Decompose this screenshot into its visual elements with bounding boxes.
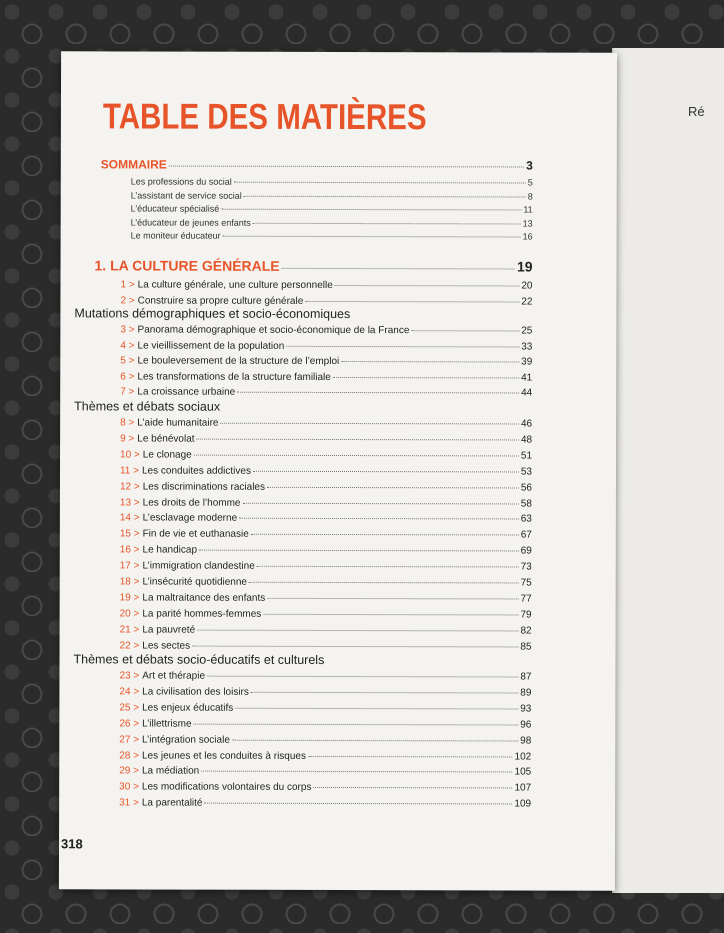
entry-label: Les conduites addictives [141,465,251,477]
dot-leader [333,376,519,377]
entry-label: Le vieillissement de la population [137,339,285,352]
dot-leader [234,182,526,184]
dot-leader [197,629,518,631]
entry-page: 85 [520,641,532,653]
entry-number: 26 > [119,718,140,730]
entry-page: 109 [514,798,532,810]
toc-sommaire-item [131,202,533,215]
entry-page: 16 [522,231,533,242]
entry-page: 41 [521,371,533,384]
toc-entry [120,624,532,637]
entry-page: 79 [520,609,532,621]
dot-leader [199,550,519,552]
dot-leader [194,454,519,456]
entry-number: 25 > [119,702,140,714]
entry-page: 87 [520,671,532,683]
entry-number: 29 > [119,765,139,777]
dot-leader [244,195,526,197]
dot-leader [251,692,518,694]
entry-label: L’aide humanitaire [137,417,219,429]
entry-number: 30 > [119,781,139,793]
toc-entry [120,433,532,446]
entry-label: La parité hommes-femmes [142,608,262,620]
toc-sommaire-item [131,189,533,202]
toc-entry [120,576,532,589]
entry-label: L’assistant de service social [130,189,242,201]
section-heading: Thèmes et débats sociaux [74,399,221,414]
entry-label: La culture générale, une culture personnelle [137,279,333,291]
entry-number: 11 > [119,465,140,477]
entry-number: 31 > [119,797,139,809]
toc-sommaire-item [131,175,533,188]
toc-entry [120,561,532,574]
entry-number: 6 > [120,370,135,382]
entry-number: 24 > [119,686,140,698]
dot-leader [232,739,518,741]
toc-entry [119,718,531,731]
entry-label: Panorama démographique et socio-économique de la France [137,324,410,337]
dot-leader [267,486,519,488]
entry-page: 105 [514,766,532,778]
entry-label: La pauvreté [142,624,196,636]
entry-page: 93 [520,703,532,715]
dot-leader [253,222,521,224]
toc-entry [120,481,532,494]
toc-entry [119,686,531,699]
table-of-contents [59,51,617,890]
entry-label: La parentalité [141,797,203,809]
entry-page: 13 [522,217,533,229]
entry-page: 51 [520,450,533,462]
toc-sommaire-item [131,216,533,229]
dot-leader [253,470,519,472]
entry-number: 19 > [119,592,140,604]
entry-number: 13 > [119,496,140,508]
entry-page: 5 [527,177,533,188]
entry-page: 82 [520,625,532,637]
dot-leader [251,534,519,536]
entry-label: L’intégration sociale [142,734,230,746]
dot-leader [207,676,518,678]
entry-label: Les enjeux éducatifs [142,702,234,714]
entry-label: Le bénévolat [137,433,195,445]
entry-label: Les transformations de la structure familiale [137,370,331,383]
entry-page: 56 [520,482,532,494]
entry-page: 3 [526,158,533,173]
dot-leader [308,755,513,757]
entry-number: 16 > [119,544,140,556]
entry-label: Les droits de l’homme [142,496,241,509]
entry-number: 2 > [120,294,135,306]
dot-leader [282,268,515,270]
entry-label: L’immigration clandestine [142,560,255,572]
entry-number: 17 > [119,560,140,572]
dot-leader [313,787,512,789]
entry-label: La civilisation des loisirs [142,686,249,698]
dot-leader [197,439,519,441]
dot-leader [194,723,519,725]
entry-label: Le handicap [142,544,198,556]
toc-entry [120,279,532,292]
toc-entry [120,449,532,462]
toc-entry [119,702,531,715]
toc-chapter [94,257,533,275]
page-title: TABLE DES MATIÈRES [102,95,427,138]
dot-leader [341,361,519,362]
toc-entry [120,640,532,653]
entry-page: 25 [521,325,533,337]
dot-leader [221,209,521,211]
entry-number: 7 > [120,386,135,398]
entry-number: 23 > [119,670,140,682]
dot-leader [192,645,518,647]
entry-page: 69 [520,545,532,557]
entry-page: 67 [520,529,532,541]
toc-entry [120,386,532,399]
dot-leader [286,345,519,347]
entry-label: 1. LA CULTURE GÉNÉRALE [94,257,280,274]
toc-entry [120,497,532,510]
entry-number: 22 > [119,640,140,652]
toc-entry [120,465,532,478]
entry-label: La médiation [141,765,200,778]
dot-leader [257,566,519,568]
entry-label: SOMMAIRE [100,157,167,172]
entry-label: L’illettrisme [142,718,192,730]
entry-page: 33 [521,340,533,353]
toc-entry [119,766,531,779]
toc-entry [119,750,531,763]
toc-entry [120,608,532,621]
toc-entry [120,513,532,526]
entry-page: 48 [520,434,533,446]
entry-label: L’éducateur de jeunes enfants [130,216,251,228]
entry-page: 98 [520,735,532,747]
entry-label: La croissance urbaine [137,386,236,398]
dot-leader [201,771,512,773]
dot-leader [169,166,524,168]
entry-page: 63 [520,513,532,525]
entry-page: 11 [523,204,533,215]
entry-number: 27 > [119,734,140,746]
dot-leader [220,423,519,425]
entry-number: 8 > [120,417,135,429]
dot-leader [411,330,519,331]
entry-label: Les discriminations raciales [142,481,266,493]
dot-leader [249,582,519,584]
entry-number: 10 > [120,449,140,461]
toc-entry [120,545,532,558]
entry-page: 102 [514,750,532,763]
entry-page: 46 [520,418,533,430]
dot-leader [335,285,520,286]
entry-number: 5 > [120,355,135,367]
page-number: 318 [61,836,83,852]
toc-entry [120,592,532,605]
entry-label: Construire sa propre culture générale [137,294,304,307]
toc-sommaire-item [131,229,533,242]
entry-page: 73 [520,561,532,573]
toc-entry [119,734,531,747]
toc-entry [119,670,531,683]
entry-page: 20 [521,280,533,292]
dot-leader [267,598,518,600]
toc-entry [120,324,532,337]
entry-label: Le clonage [142,449,192,461]
entry-page: 22 [521,295,533,308]
entry-page: 77 [520,593,532,605]
entry-page: 58 [520,497,532,510]
entry-page: 44 [521,387,533,399]
entry-label: Fin de vie et euthanasie [142,528,249,541]
toc-entry [120,529,532,542]
dot-leader [204,803,512,805]
entry-number: 28 > [119,749,140,761]
entry-label: Le moniteur éducateur [130,230,221,241]
toc-entry [120,355,532,368]
entry-number: 1 > [120,279,135,291]
facing-page [612,48,724,893]
entry-page: 75 [520,577,532,589]
dot-leader [263,614,518,616]
toc-entry [120,417,532,430]
entry-number: 14 > [119,512,140,524]
entry-label: Art et thérapie [142,670,206,682]
section-heading: Thèmes et débats socio-éducatifs et culturels [73,652,325,667]
facing-page-text-fragment: Ré [688,104,705,119]
entry-number: 18 > [119,576,140,588]
dot-leader [239,518,519,520]
dot-leader [223,236,521,238]
entry-label: Le bouleversement de la structure de l’emploi [137,355,340,368]
section-heading: Mutations démographiques et socio-économiques [74,306,351,322]
toc-entry [119,782,531,795]
entry-page: 8 [527,190,533,202]
entry-number: 4 > [120,339,135,351]
entry-page: 89 [520,687,532,699]
toc-entry [120,371,532,384]
toc-sommaire [101,158,533,171]
entry-page: 19 [516,258,533,275]
entry-number: 15 > [119,528,140,540]
entry-label: Les sectes [142,640,191,652]
entry-page: 53 [520,466,533,478]
dot-leader [235,708,518,710]
entry-label: La maltraitance des enfants [142,592,266,604]
entry-page: 96 [520,719,532,731]
entry-number: 20 > [119,608,140,620]
entry-label: Les jeunes et les conduites à risques [141,749,307,762]
toc-entry [119,798,531,811]
book-page [59,51,617,890]
dot-leader [242,502,518,504]
entry-page: 39 [521,356,533,368]
entry-number: 21 > [119,624,140,636]
dot-leader [305,300,519,302]
entry-label: L’esclavage moderne [142,512,238,525]
entry-label: Les modifications volontaires du corps [141,781,312,794]
entry-label: L’insécurité quotidienne [142,576,248,588]
entry-number: 3 > [120,324,135,336]
dot-leader [237,392,519,394]
toc-entry [120,340,532,353]
entry-page: 107 [514,782,532,794]
entry-label: Les professions du social [130,176,232,187]
entry-label: L’éducateur spécialisé [130,203,220,214]
entry-number: 9 > [120,433,135,445]
entry-number: 12 > [119,481,140,493]
